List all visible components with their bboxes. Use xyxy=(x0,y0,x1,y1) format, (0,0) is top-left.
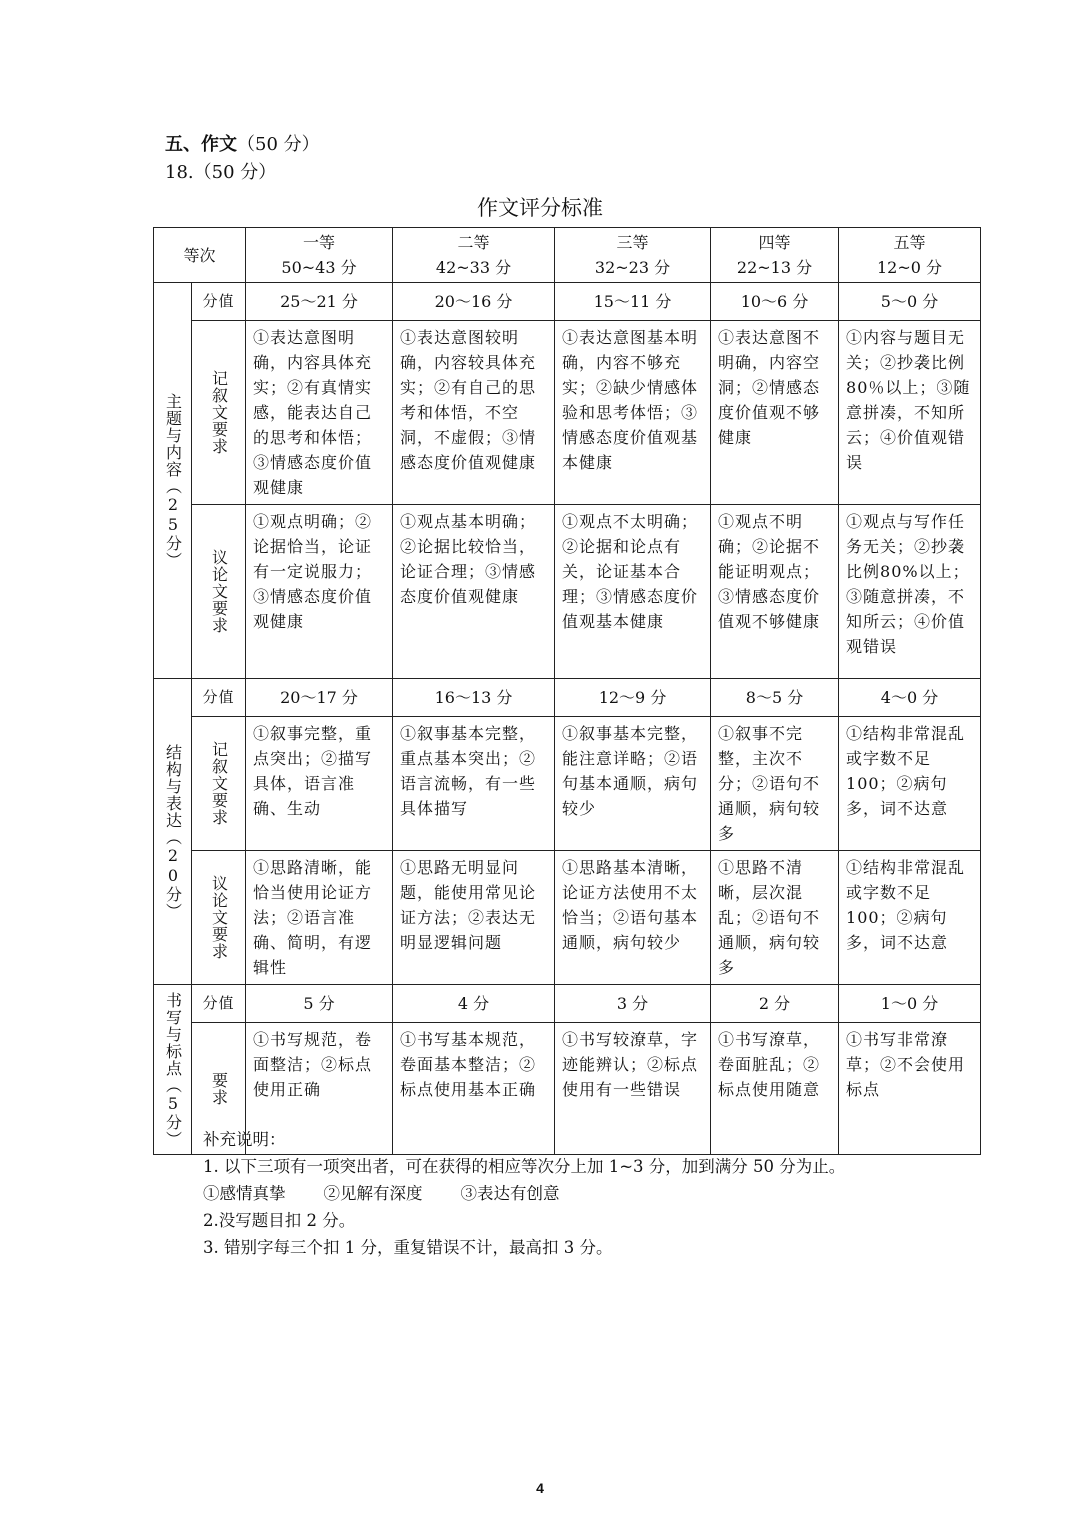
criteria-cell: ①观点明确；②论据恰当，论证有一定说服力；③情感态度价值观健康 xyxy=(246,505,393,679)
criteria-cell: ①书写较潦草，字迹能辨认；②标点使用有一些错误 xyxy=(555,1023,711,1155)
criteria-cell: ①思路无明显问题，能使用常见论证方法；②表达无明显逻辑问题 xyxy=(393,851,555,985)
note-item-3: 3. 错别字每三个扣 1 分，重复错误不计，最高扣 3 分。 xyxy=(203,1238,613,1257)
grade-name: 二等 xyxy=(457,233,490,252)
score-value: 15～11 分 xyxy=(555,283,711,321)
criteria-row xyxy=(154,505,981,679)
criteria-cell: ①表达意图基本明确，内容不够充实；②缺少情感体验和思考体悟；③情感态度价值观基本健康 xyxy=(555,321,711,505)
criteria-cell: ①观点不明确；②论据不能证明观点；③情感态度价值观不够健康 xyxy=(711,505,839,679)
bonus-option: ③表达有创意 xyxy=(460,1184,560,1203)
grade-name: 四等 xyxy=(758,233,791,252)
score-row xyxy=(154,985,981,1023)
row-label: 议论文要求 xyxy=(192,851,246,985)
section-score: （50 分） xyxy=(237,134,320,155)
criteria-cell: ①表达意图明确，内容具体充实；②有真情实感，能表达自己的思考和体悟；③情感态度价值观健康 xyxy=(246,321,393,505)
section-title xyxy=(165,130,320,156)
grade-name: 三等 xyxy=(616,233,649,252)
category-cell: 结构与表达（20分） xyxy=(154,679,192,985)
criteria-row xyxy=(154,851,981,985)
criteria-cell: ①书写非常潦草；②不会使用标点 xyxy=(839,1023,981,1155)
grade-name: 一等 xyxy=(303,233,336,252)
criteria-cell: ①内容与题目无关；②抄袭比例 80％以上；③随意拼凑，不知所云；④价值观错误 xyxy=(839,321,981,505)
score-value: 20～17 分 xyxy=(246,679,393,717)
score-label: 分值 xyxy=(192,679,246,717)
criteria-row xyxy=(154,717,981,851)
category-cell: 主题与内容（25分） xyxy=(154,283,192,679)
score-value: 4～0 分 xyxy=(839,679,981,717)
criteria-cell: ①观点不太明确；②论据和论点有关，论证基本合理；③情感态度价值观基本健康 xyxy=(555,505,711,679)
criteria-cell: ①叙事不完整，主次不分；②语句不通顺，病句较多 xyxy=(711,717,839,851)
grade-header-4 xyxy=(711,228,839,283)
score-row xyxy=(154,679,981,717)
grade-name: 五等 xyxy=(893,233,926,252)
score-value: 8～5 分 xyxy=(711,679,839,717)
criteria-cell: ①思路清晰，能恰当使用论证方法；②语言准确、简明，有逻辑性 xyxy=(246,851,393,985)
score-value: 3 分 xyxy=(555,985,711,1023)
grade-range: 22~13 分 xyxy=(736,258,813,277)
score-value: 25～21 分 xyxy=(246,283,393,321)
score-value: 20～16 分 xyxy=(393,283,555,321)
score-value: 1～0 分 xyxy=(839,985,981,1023)
score-row xyxy=(154,283,981,321)
criteria-cell: ①书写潦草，卷面脏乱；②标点使用随意 xyxy=(711,1023,839,1155)
score-label: 分值 xyxy=(192,985,246,1023)
page-number: 4 xyxy=(536,1480,544,1496)
score-value: 2 分 xyxy=(711,985,839,1023)
score-value: 16～13 分 xyxy=(393,679,555,717)
criteria-cell: ①表达意图较明确，内容较具体充实；②有自己的思考和体悟，不空洞，不虚假；③情感态度价值观健康 xyxy=(393,321,555,505)
criteria-cell: ①书写规范，卷面整洁；②标点使用正确 xyxy=(246,1023,393,1155)
score-value: 4 分 xyxy=(393,985,555,1023)
grade-label-cell xyxy=(154,228,246,283)
criteria-cell: ①结构非常混乱或字数不足 100；②病句多，词不达意 xyxy=(839,851,981,985)
criteria-cell: ①观点基本明确；②论据比较恰当，论证合理；③情感态度价值观健康 xyxy=(393,505,555,679)
grade-header-2 xyxy=(393,228,555,283)
criteria-cell: ①叙事基本完整，重点基本突出；②语言流畅，有一些具体描写 xyxy=(393,717,555,851)
grade-header-5 xyxy=(839,228,981,283)
header-row xyxy=(154,228,981,283)
score-value: 5～0 分 xyxy=(839,283,981,321)
criteria-cell: ①表达意图不明确，内容空洞；②情感态度价值观不够健康 xyxy=(711,321,839,505)
criteria-row xyxy=(154,321,981,505)
scoring-rubric-table xyxy=(153,227,981,1155)
grade-range: 50~43 分 xyxy=(281,258,357,277)
criteria-cell: ①叙事基本完整，能注意详略；②语句基本通顺，病句较少 xyxy=(555,717,711,851)
grade-range: 32~23 分 xyxy=(594,258,671,277)
table-title: 作文评分标准 xyxy=(477,196,603,220)
score-value: 5 分 xyxy=(246,985,393,1023)
supplementary-notes xyxy=(203,1126,845,1261)
criteria-cell: ①结构非常混乱或字数不足 100；②病句多，词不达意 xyxy=(839,717,981,851)
row-label: 议论文要求 xyxy=(192,505,246,679)
score-value: 10～6 分 xyxy=(711,283,839,321)
grade-range: 12~0 分 xyxy=(876,258,943,277)
bonus-option: ②见解有深度 xyxy=(323,1184,423,1203)
criteria-cell: ①观点与写作任务无关；②抄袭比例80%以上；③随意拼凑，不知所云；④价值观错误 xyxy=(839,505,981,679)
row-label: 记叙文要求 xyxy=(192,321,246,505)
question-label: 18.（50 分） xyxy=(165,162,277,183)
criteria-cell: ①叙事完整，重点突出；②描写具体，语言准确、生动 xyxy=(246,717,393,851)
row-label: 要求 xyxy=(192,1023,246,1155)
note-item-2: 2.没写题目扣 2 分。 xyxy=(203,1211,356,1230)
bonus-options xyxy=(203,1180,845,1207)
score-label: 分值 xyxy=(192,283,246,321)
criteria-cell: ①思路不清晰，层次混乱；②语句不通顺，病句较多 xyxy=(711,851,839,985)
bonus-option: ①感情真挚 xyxy=(203,1184,286,1203)
grade-range: 42~33 分 xyxy=(435,258,512,277)
note-item-1: 1. 以下三项有一项突出者，可在获得的相应等次分上加 1~3 分，加到满分 50 分为止。 xyxy=(203,1157,846,1176)
criteria-cell: ①思路基本清晰，论证方法使用不太恰当；②语句基本通顺，病句较少 xyxy=(555,851,711,985)
row-label: 记叙文要求 xyxy=(192,717,246,851)
section-title-text: 五、作文 xyxy=(165,134,237,155)
grade-header-1 xyxy=(246,228,393,283)
category-cell: 书写与标点（5分） xyxy=(154,985,192,1155)
criteria-cell: ①书写基本规范，卷面基本整洁；②标点使用基本正确 xyxy=(393,1023,555,1155)
grade-header-3 xyxy=(555,228,711,283)
grade-label: 等次 xyxy=(183,245,216,265)
score-value: 12～9 分 xyxy=(555,679,711,717)
notes-heading: 补充说明： xyxy=(203,1130,286,1149)
